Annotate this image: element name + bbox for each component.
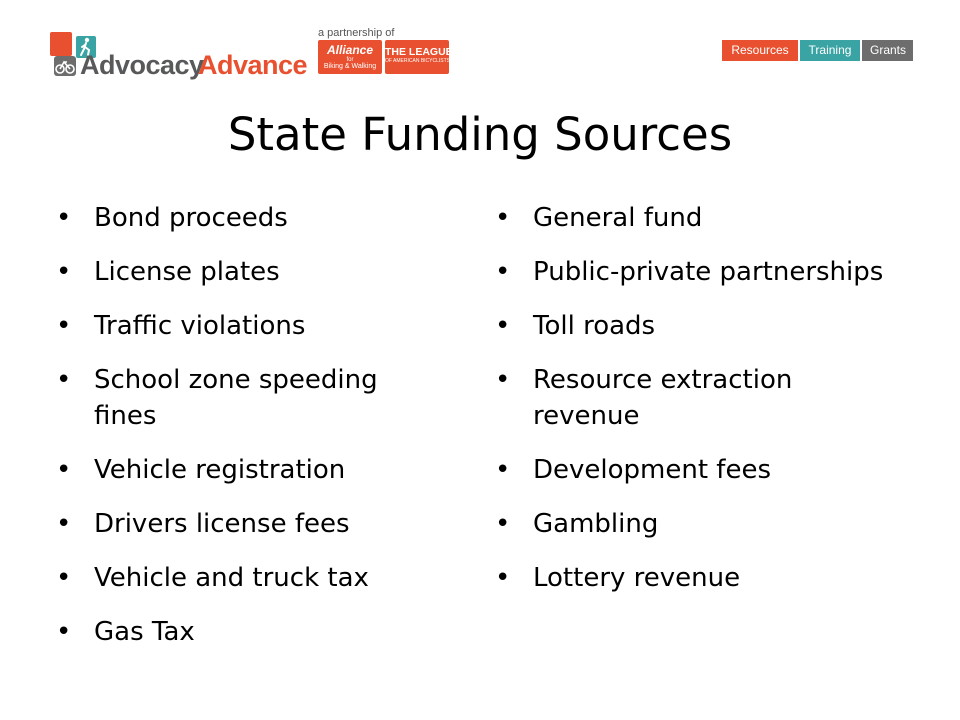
list-item: • Toll roads — [495, 308, 895, 344]
tab-resources[interactable]: Resources — [722, 40, 798, 61]
list-item: • Gambling — [495, 506, 895, 542]
list-item: • Vehicle registration — [56, 452, 436, 488]
list-item: • School zone speeding fines — [56, 362, 436, 434]
list-item: • Traffic violations — [56, 308, 436, 344]
alliance-logo-line1: Alliance — [326, 43, 374, 57]
list-item: • Lottery revenue — [495, 560, 895, 596]
list-item: • Vehicle and truck tax — [56, 560, 436, 596]
top-nav — [722, 40, 913, 61]
brand-name-advocacy: Advocacy — [80, 50, 204, 80]
list-item: • Drivers license fees — [56, 506, 436, 542]
list-item: • Resource extraction revenue — [495, 362, 895, 434]
tab-grants[interactable]: Grants — [862, 40, 913, 61]
list-item: • License plates — [56, 254, 436, 290]
list-item: • Public-private partnerships — [495, 254, 895, 290]
partnership-label: a partnership of — [318, 27, 395, 39]
alliance-logo — [318, 40, 382, 74]
league-logo — [385, 40, 453, 74]
left-bullet-list — [56, 200, 436, 668]
league-logo-line1: THE LEAGUE — [385, 46, 453, 58]
list-item: • General fund — [495, 200, 895, 236]
list-item: • Gas Tax — [56, 614, 436, 650]
brand-name-advance: Advance — [198, 50, 308, 80]
alliance-logo-line3: Biking & Walking — [323, 63, 377, 70]
logo-square-orange — [50, 32, 72, 56]
tab-training[interactable]: Training — [800, 40, 860, 61]
list-item: • Bond proceeds — [56, 200, 436, 236]
league-logo-line2: OF AMERICAN BICYCLISTS — [385, 58, 451, 64]
slide-title: State Funding Sources — [227, 108, 733, 161]
list-item: • Development fees — [495, 452, 895, 488]
bicycle-icon — [54, 56, 76, 76]
right-bullet-list — [495, 200, 895, 614]
alliance-logo-line2: for — [346, 57, 354, 63]
